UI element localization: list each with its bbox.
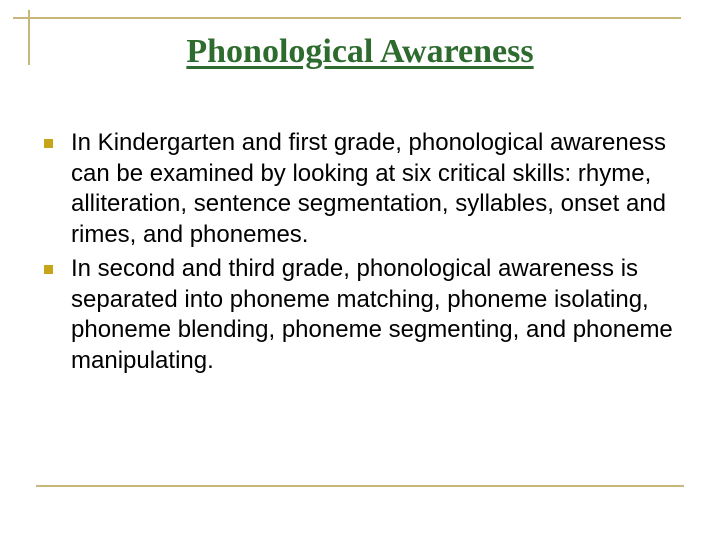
bullet-text: In second and third grade, phonological awareness is separated into phoneme matching, phoneme isolating, phoneme blending, phoneme segmenting, and phoneme manipulating. — [71, 255, 673, 374]
bullet-text: In Kindergarten and first grade, phonological awareness can be examined by looking at six critical skills: rhyme, alliteration, sentence segmentation, syllables, onset and rimes, and phonemes. — [71, 129, 667, 248]
bullet-list — [44, 128, 694, 380]
slide-title: Phonological Awareness — [186, 33, 534, 70]
bullet-item — [44, 128, 694, 250]
bullet-item — [44, 254, 694, 376]
bottom-rule — [36, 485, 684, 487]
top-rule — [13, 17, 681, 19]
square-bullet-icon — [44, 265, 53, 274]
square-bullet-icon — [44, 139, 53, 148]
